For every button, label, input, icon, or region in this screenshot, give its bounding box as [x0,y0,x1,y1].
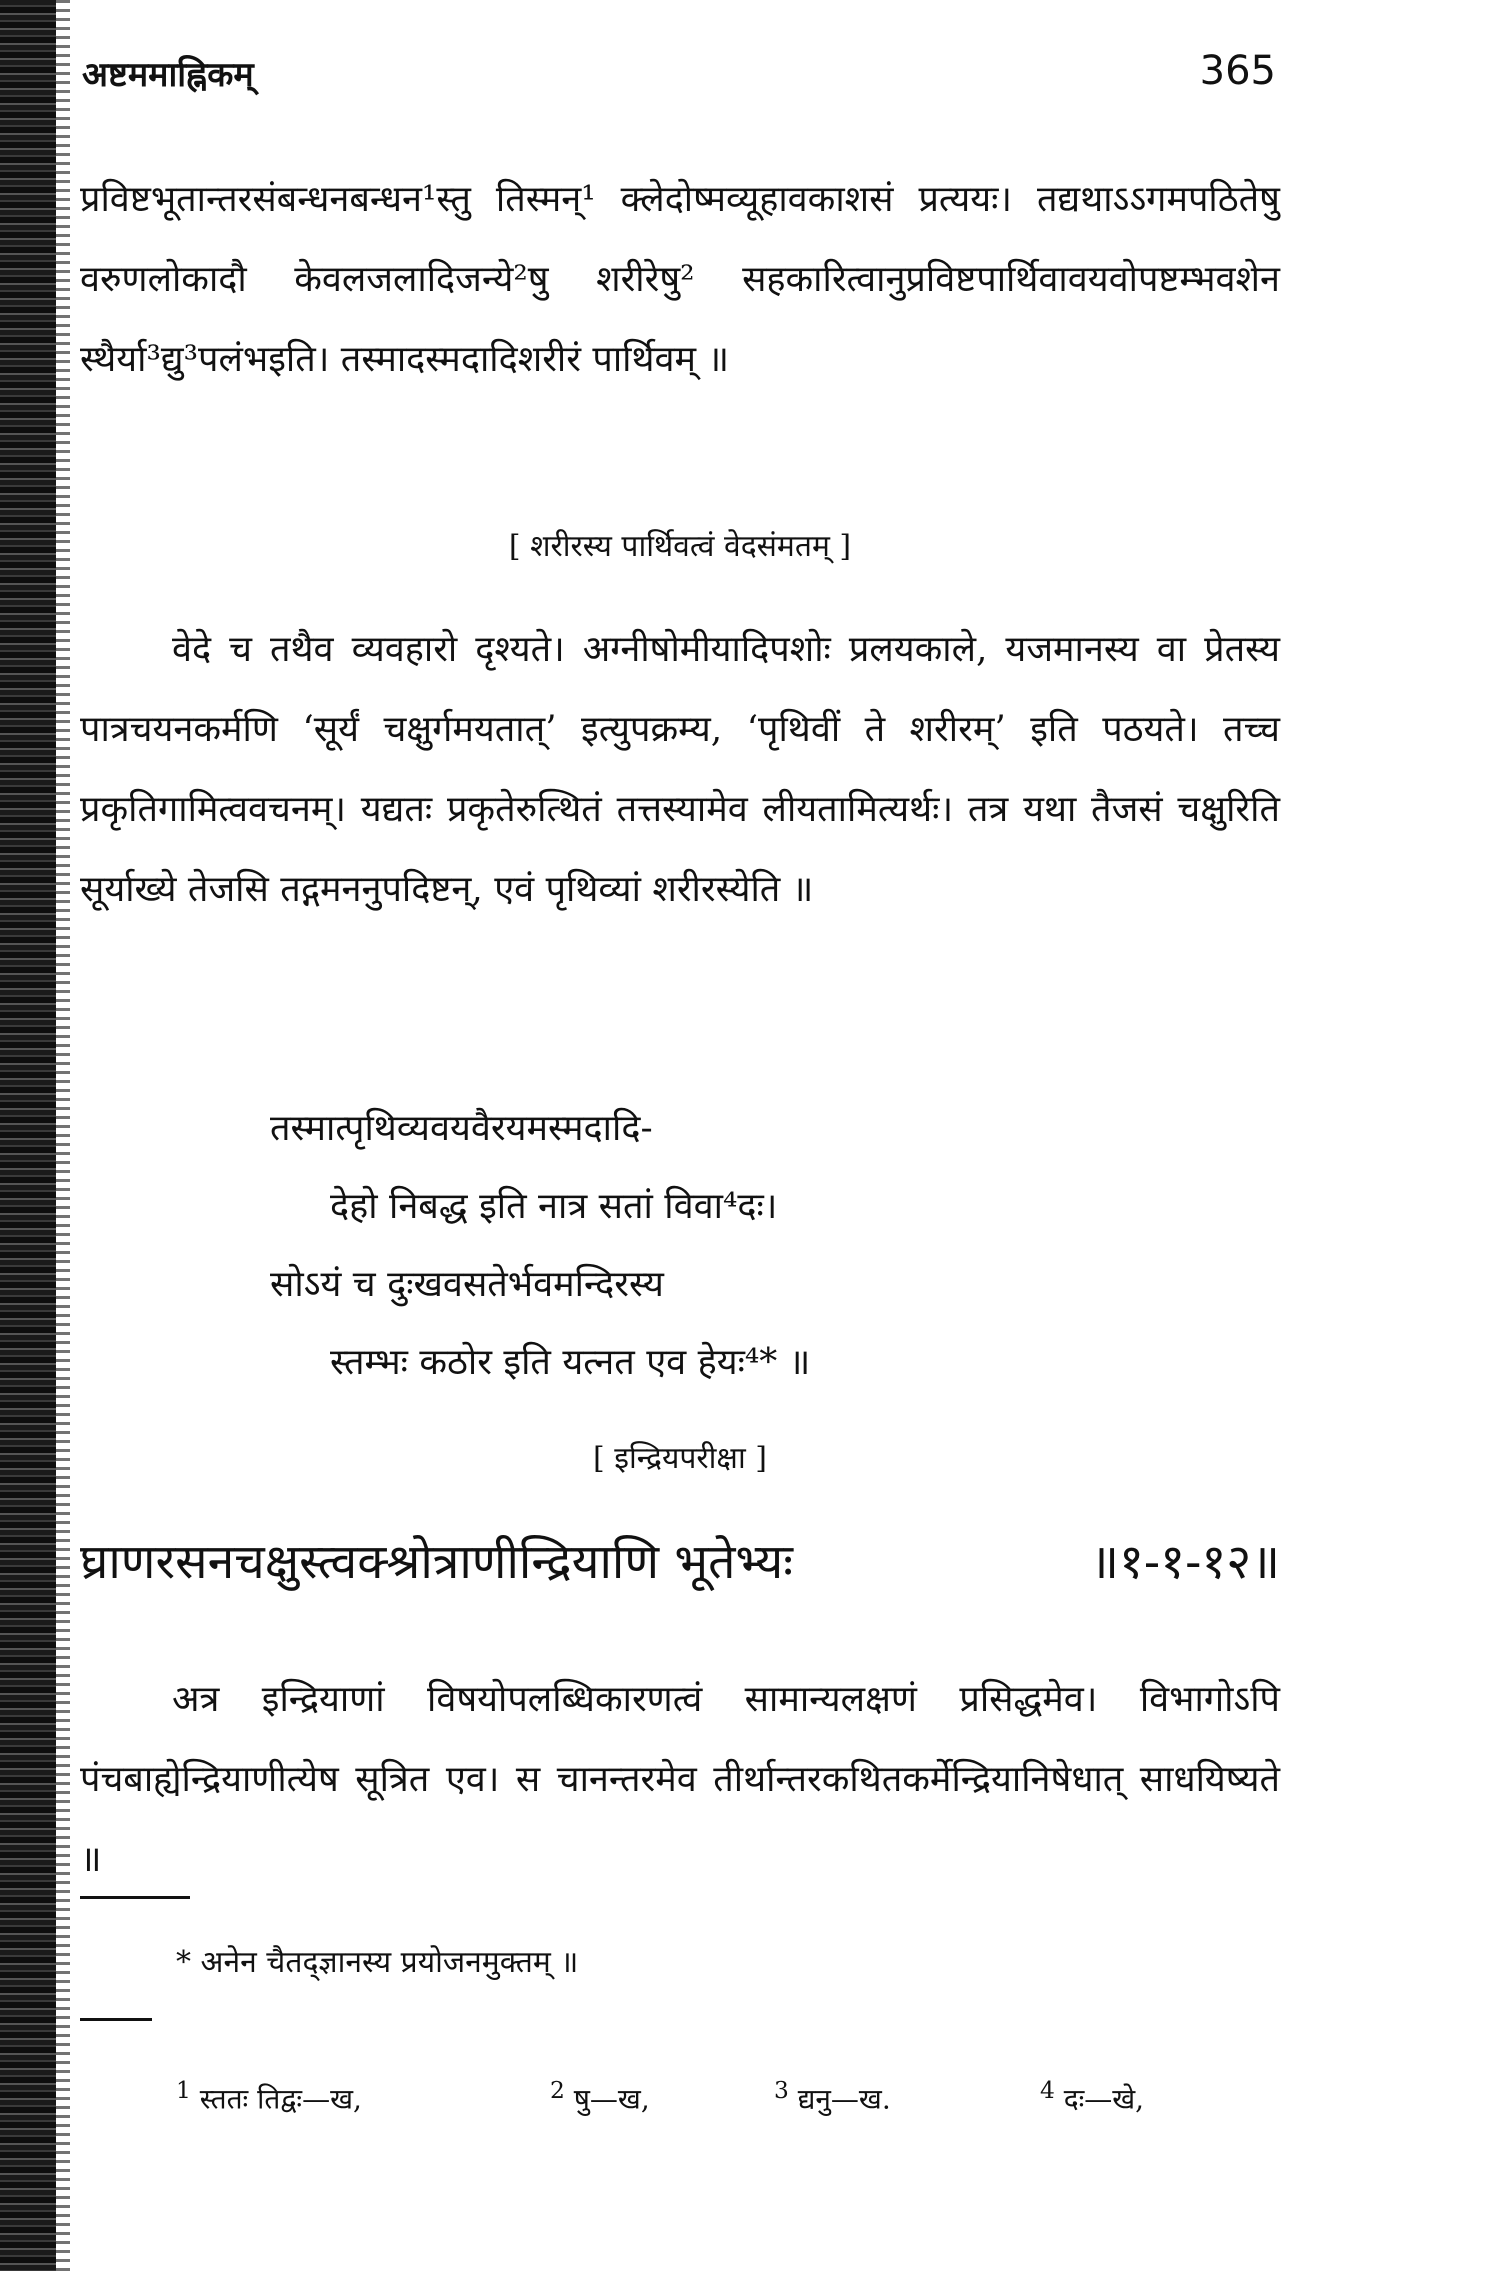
verse-line-1: तस्मात्पृथिव्यवयवैरयमस्मदादि- [270,1108,653,1149]
variant-note-3 [774,2076,891,2117]
sutra-number: ॥१-१-१२॥ [1090,1534,1280,1590]
paragraph-2: वेदे च तथैव व्यवहारो दृश्यते। अग्नीषोमीयादिपशोः प्रलयकाले, यजमानस्य वा प्रेतस्य पात्रचयनकर्मणि ‘सूर्यं चक्षुर्गमयतात्’ इत्युपक्रम्य, ‘पृथिवीं ते शरीरम्’ इति पठयते। तच्च प्रकृतिगामित्ववचनम्। यद्यतः प्रकृतेरुत्थितं तत्तस्यामेव लीयतामित्यर्थः। तत्र यथा तैजसं चक्षुरिति सूर्याख्ये तेजसि तद्गमननुपदिष्टन्, एवं पृथिव्यां शरीरस्येति ॥ [80,629,1280,910]
page-number: 365 [1199,48,1276,94]
section-heading-indriya: [ इन्द्रियपरीक्षा ] [593,1441,767,1476]
footnote-divider [80,1896,190,1899]
variant-number-2: 2 [550,2076,565,2104]
book-binding-edge [0,0,56,2271]
sutra [80,1528,1280,1593]
variant-number-1: 1 [176,2076,191,2104]
variant-text-3: द्यनु—ख. [797,2082,891,2116]
page-header [82,50,1282,110]
variant-text-1: स्ततः तिद्वः—ख, [199,2082,362,2116]
section-heading-sharira: [ शरीरस्य पार्थिवत्वं वेदसंमतम् ] [508,529,852,564]
verse-line-2: देहो निबद्ध इति नात्र सतां विवा⁴दः। [330,1186,778,1227]
variant-number-3: 3 [774,2076,789,2104]
verse-line-3: सोऽयं च दुःखवसतेर्भवमन्दिरस्य [270,1264,664,1305]
variant-note-2 [550,2076,650,2117]
footnote-star: * अनेन चैतद्ज्ञानस्य प्रयोजनमुक्तम् ॥ [176,1945,579,1980]
variant-note-1 [176,2076,362,2117]
variant-text-2: षु—ख, [573,2082,650,2116]
verse-line-4: स्तम्भः कठोर इति यत्नत एव हेयः⁴* ॥ [330,1342,811,1383]
variants-divider [80,2018,152,2021]
variant-text-4: दः—खे, [1063,2082,1145,2116]
running-title: अष्टममाह्निकम् [82,55,254,95]
variant-note-4 [1040,2076,1144,2117]
sutra-text: घ्राणरसनचक्षुस्त्वक्श्रोत्राणीन्द्रियाणि भूतेभ्यः [80,1534,793,1590]
paragraph-3: अत्र इन्द्रियाणां विषयोपलब्धिकारणत्वं सामान्यलक्षणं प्रसिद्धमेव। विभागोऽपि पंचबाह्येन्द्रियाणीत्येष सूत्रित एव। स चानन्तरमेव तीर्थान्तरकथितकर्मेन्द्रियानिषेधात् साधयिष्यते ॥ [80,1679,1280,1880]
paragraph-1: प्रविष्टभूतान्तरसंबन्धनबन्धन¹स्तु तिस्मन्¹ क्लेदोष्मव्यूहावकाशसं प्रत्ययः। तद्यथाऽऽगमपठितेषु वरुणलोकादौ केवलजलादिजन्ये²षु शरीरेषु² सहकारित्वानुप्रविष्टपार्थिवावयवोपष्टम्भवशेन स्थैर्या³द्यु³पलंभइति। तस्मादस्मदादिशरीरं पार्थिवम् ॥ [80,179,1280,380]
variant-number-4: 4 [1040,2076,1055,2104]
